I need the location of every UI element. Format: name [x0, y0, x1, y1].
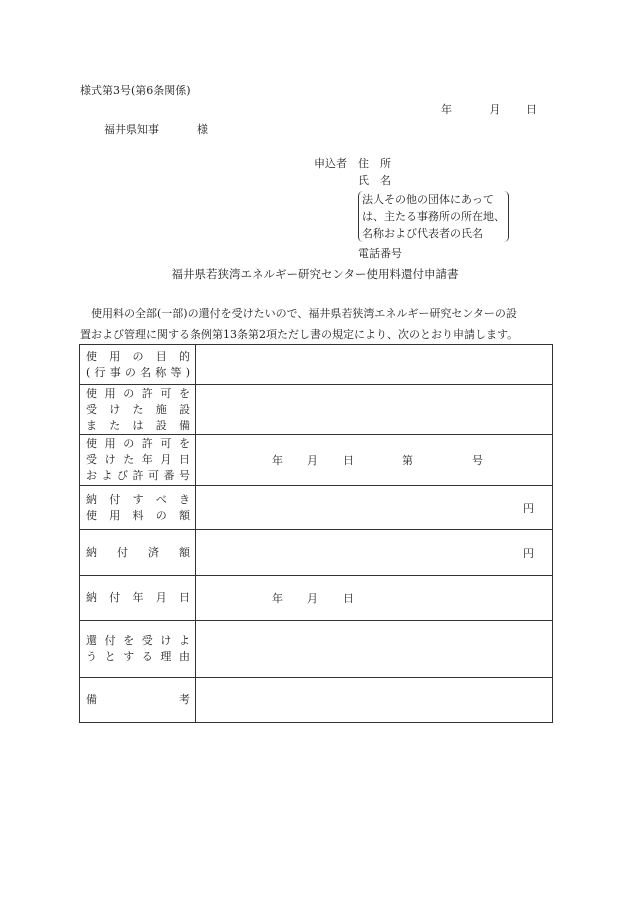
- table-row: [80, 385, 553, 435]
- label-line: 使用料の額: [86, 508, 190, 522]
- yen-unit: 円: [523, 546, 534, 560]
- permit-month-label: 月: [307, 454, 318, 467]
- intro-line: 使用料の全部(一部)の還付を受けたいので、福井県若狭湾エネルギー研究センターの設: [91, 307, 517, 320]
- permit-date-field[interactable]: [196, 435, 553, 486]
- form-number: 様式第3号(第6条関係): [80, 84, 191, 97]
- organization-note-line: は、主たる事務所の所在地、: [362, 210, 505, 223]
- refund-reason-field[interactable]: [196, 621, 553, 678]
- permit-no-label: 第: [402, 454, 413, 467]
- date-year-label: 年: [441, 103, 452, 116]
- permit-go-label: 号: [472, 454, 483, 467]
- document-title: 福井県若狭湾エネルギー研究センター使用料還付申請書: [171, 267, 459, 281]
- address-label: 住 所: [358, 157, 391, 170]
- organization-note: [358, 191, 509, 242]
- label-line: 納付年月日: [86, 591, 190, 604]
- phone-label: 電話番号: [358, 247, 402, 260]
- label-line: (行事の名称等): [86, 365, 190, 379]
- application-date: [441, 101, 537, 117]
- table-row: [80, 530, 553, 576]
- table-row: [80, 678, 553, 723]
- label-line: 受けた施設: [86, 402, 190, 416]
- applicant-block: [314, 155, 509, 262]
- row-label-fee-paid: [80, 530, 196, 576]
- permit-year-label: 年: [272, 454, 283, 467]
- fee-due-field[interactable]: [196, 486, 553, 530]
- label-line: 納付済額: [86, 545, 190, 559]
- organization-note-line: 名称および代表者の氏名: [362, 227, 483, 240]
- payment-date-field[interactable]: [196, 576, 553, 621]
- remarks-field[interactable]: [196, 678, 553, 723]
- row-label-remarks: [80, 678, 196, 723]
- fee-paid-field[interactable]: [196, 530, 553, 576]
- application-table: [79, 344, 553, 723]
- row-label-payment-date: [80, 576, 196, 621]
- table-row: [80, 435, 553, 486]
- date-month-label: 月: [489, 103, 501, 116]
- organization-note-line: 法人その他の団体にあって: [362, 193, 494, 206]
- row-label-fee-due: [80, 486, 196, 530]
- row-label-facility: [80, 385, 196, 435]
- name-label: 氏 名: [358, 174, 391, 187]
- payment-month-label: 月: [307, 592, 318, 605]
- payment-year-label: 年: [272, 592, 283, 605]
- table-row: [80, 486, 553, 530]
- label-line: または設備: [86, 418, 190, 432]
- row-label-permit-date: [80, 435, 196, 486]
- table-row: [80, 345, 553, 385]
- table-row: [80, 621, 553, 678]
- purpose-field[interactable]: [196, 345, 553, 385]
- payment-day-label: 日: [343, 592, 354, 605]
- label-line: 備考: [86, 693, 190, 706]
- label-line: 使用の目的: [86, 349, 190, 363]
- permit-day-label: 日: [343, 454, 354, 467]
- row-label-purpose: [80, 345, 196, 385]
- table-row: [80, 576, 553, 621]
- label-line: 使用の許可を: [86, 437, 190, 450]
- label-line: うとする理由: [86, 650, 190, 663]
- date-day-label: 日: [526, 103, 537, 116]
- label-line: 納付すべき: [86, 492, 190, 506]
- label-line: 還付を受けよ: [86, 634, 190, 647]
- applicant-label: 申込者: [314, 157, 347, 170]
- row-label-refund-reason: [80, 621, 196, 678]
- addressee-name: 福井県知事: [104, 123, 159, 136]
- yen-unit: 円: [523, 501, 534, 515]
- addressee: [104, 121, 208, 137]
- label-line: 使用の許可を: [86, 386, 190, 400]
- facility-field[interactable]: [196, 385, 553, 435]
- intro-text: [80, 303, 560, 345]
- label-line: 受けた年月日: [86, 453, 190, 466]
- intro-line: 置および管理に関する条例第13条第2項ただし書の規定により、次のとおり申請します。: [80, 328, 519, 341]
- label-line: および許可番号: [86, 469, 190, 482]
- honorific: 様: [197, 123, 208, 136]
